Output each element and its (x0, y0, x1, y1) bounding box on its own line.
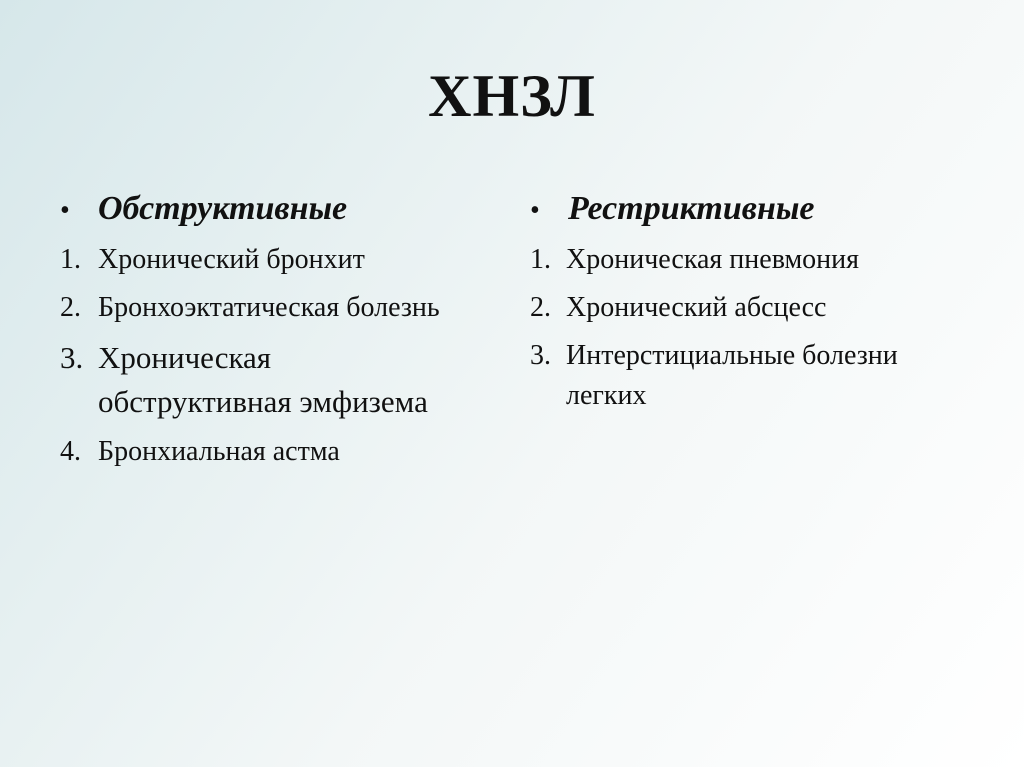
item-text: Хронический бронхит (98, 244, 365, 275)
item-number: 1. (530, 244, 551, 275)
list-item (530, 240, 970, 280)
item-number: 3. (530, 340, 551, 371)
left-heading-label: Обструктивные (98, 190, 348, 227)
right-column (530, 184, 970, 424)
list-item (530, 336, 970, 416)
list-item (530, 288, 970, 328)
right-list (530, 240, 970, 416)
item-text: Хроническая пневмония (566, 244, 860, 275)
item-text: Интерстициальные болезни легких (566, 340, 898, 411)
list-item (60, 240, 460, 280)
right-heading-label: Рестриктивные (568, 190, 815, 227)
item-text: Хроническая обструктивная эмфизема (98, 340, 428, 419)
left-list (60, 240, 460, 472)
item-text: Бронхиальная астма (98, 436, 340, 467)
bullet-icon: • (60, 195, 70, 226)
slide-title: ХНЗЛ (428, 63, 596, 129)
item-text: Хронический абсцесс (566, 292, 827, 323)
list-item (60, 288, 460, 328)
item-number: 2. (530, 292, 551, 323)
item-number: 3. (60, 340, 84, 375)
right-heading (530, 184, 970, 236)
list-item (60, 336, 460, 424)
item-number: 2. (60, 292, 81, 323)
item-text: Бронхоэктатическая болезнь (98, 292, 440, 323)
item-number: 1. (60, 244, 81, 275)
bullet-icon: • (530, 195, 540, 226)
left-heading (60, 184, 460, 236)
item-number: 4. (60, 436, 81, 467)
list-item (60, 432, 460, 472)
left-column (60, 184, 460, 480)
